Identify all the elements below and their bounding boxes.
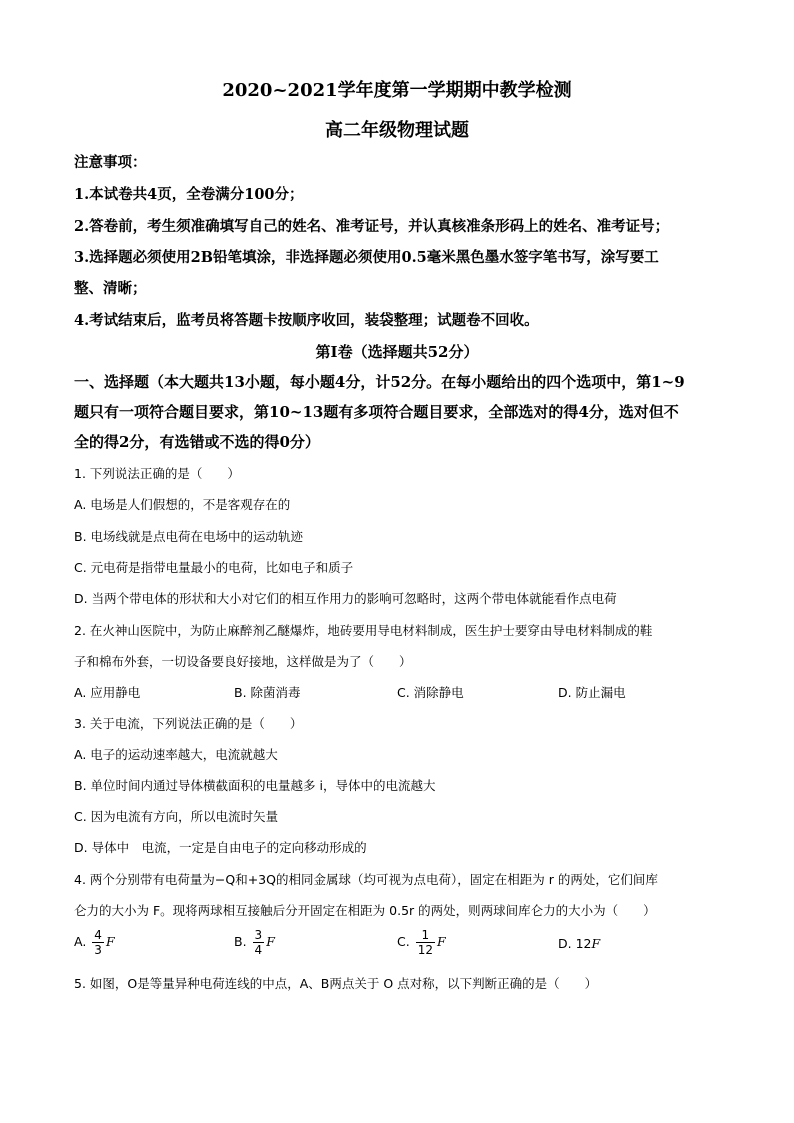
- q4-option-b: [234, 928, 275, 957]
- q2-option-b: B. 除菌消毒: [234, 685, 301, 700]
- q4-option-d-variable: F: [591, 936, 601, 951]
- q2-stem-line-2: 子和棉布外套，一切设备要良好接地，这样做是为了（ ）: [74, 654, 412, 669]
- q4-option-a-numerator: 4: [94, 928, 102, 942]
- q4-option-a-denominator: 3: [94, 943, 102, 957]
- q5-stem: 5. 如图，O是等量异种电荷连线的中点，A、B两点关于 O 点对称，以下判断正确的是（ ）: [74, 976, 598, 991]
- q4-option-d: [558, 936, 600, 951]
- q4-option-c: [397, 928, 446, 957]
- q4-option-b-numerator: 3: [254, 928, 263, 942]
- q1-option-c: C. 元电荷是指带电量最小的电荷，比如电子和质子: [74, 560, 354, 575]
- q4-stem-line-2: 仑力的大小为 F。现将两球相互接触后分开固定在相距为 0.5r 的两处，则两球间库仑力的大小为（ ）: [74, 903, 656, 918]
- q4-option-a-fraction: [92, 928, 104, 957]
- q3-option-a: A. 电子的运动速率越大，电流就越大: [74, 747, 278, 762]
- exam-title: 2020~2021学年度第一学期期中教学检测: [222, 80, 572, 101]
- part1-intro-line-1: 一、选择题（本大题共13小题，每小题4分，计52分。在每小题给出的四个选项中，第1~9: [74, 373, 685, 391]
- q4-option-c-fraction: [416, 928, 435, 957]
- notice-item-2: 2.答卷前，考生须准确填写自己的姓名、准考证号，并认真核准条形码上的姓名、准考证号；: [74, 218, 670, 235]
- notice-item-4: 4.考试结束后，监考员将答题卡按顺序收回，装袋整理；试题卷不回收。: [74, 312, 539, 329]
- q2-option-a: A. 应用静电: [74, 685, 141, 700]
- notice-item-3-cont: 整、清晰；: [74, 280, 147, 297]
- q4-option-a: [74, 928, 115, 957]
- q4-option-a-label: A.: [74, 934, 87, 949]
- q4-option-b-variable: F: [266, 934, 275, 949]
- q4-option-c-label: C.: [397, 934, 410, 949]
- q1-stem: 1. 下列说法正确的是（ ）: [74, 466, 240, 481]
- notice-item-1: 1.本试卷共4页，全卷满分100分；: [74, 186, 304, 203]
- q1-option-a: A. 电场是人们假想的，不是客观存在的: [74, 497, 291, 512]
- q4-option-b-label: B.: [234, 934, 247, 949]
- q4-option-c-variable: F: [436, 934, 446, 949]
- q4-option-b-denominator: 4: [254, 943, 263, 957]
- exam-subtitle: 高二年级物理试题: [325, 120, 469, 141]
- q4-stem-line-1: 4. 两个分别带有电荷量为−Q和+3Q的相同金属球（均可视为点电荷），固定在相距为 r 的两处，它们间库: [74, 872, 658, 887]
- q4-option-c-numerator: 1: [416, 928, 435, 943]
- notice-heading: 注意事项：: [74, 154, 147, 171]
- q3-option-b: B. 单位时间内通过导体横截面积的电量越多 i，导体中的电流越大: [74, 778, 436, 793]
- q4-option-c-denominator: 12: [417, 943, 433, 957]
- q4-option-d-value: 12: [575, 936, 592, 951]
- q3-stem: 3. 关于电流，下列说法正确的是（ ）: [74, 716, 303, 731]
- q3-option-d: D. 导体中 电流，一定是自由电子的定向移动形成的: [74, 840, 367, 855]
- q4-option-d-label: D.: [558, 936, 572, 951]
- q4-option-a-variable: F: [105, 934, 115, 949]
- q2-option-d: D. 防止漏电: [558, 685, 626, 700]
- q1-option-b: B. 电场线就是点电荷在电场中的运动轨迹: [74, 529, 304, 544]
- q3-option-c: C. 因为电流有方向，所以电流时矢量: [74, 809, 279, 824]
- part1-intro-line-2: 题只有一项符合题目要求，第10~13题有多项符合题目要求，全部选对的得4分，选对但不: [74, 403, 679, 421]
- q2-stem-line-1: 2. 在火神山医院中，为防止麻醉剂乙醚爆炸，地砖要用导电材料制成，医生护士要穿由导电材料制成的鞋: [74, 623, 653, 638]
- part1-heading: 第Ⅰ卷（选择题共52分）: [315, 343, 479, 361]
- q4-option-b-fraction: [253, 928, 265, 957]
- q1-option-d: D. 当两个带电体的形状和大小对它们的相互作用力的影响可忽略时，这两个带电体就能看作点电荷: [74, 591, 617, 606]
- part1-intro-line-3: 全的得2分，有选错或不选的得0分）: [74, 433, 320, 451]
- q2-option-c: C. 消除静电: [397, 685, 464, 700]
- notice-item-3: 3.选择题必须使用2B铅笔填涂，非选择题必须使用0.5毫米黑色墨水签字笔书写，涂写要工: [74, 249, 659, 266]
